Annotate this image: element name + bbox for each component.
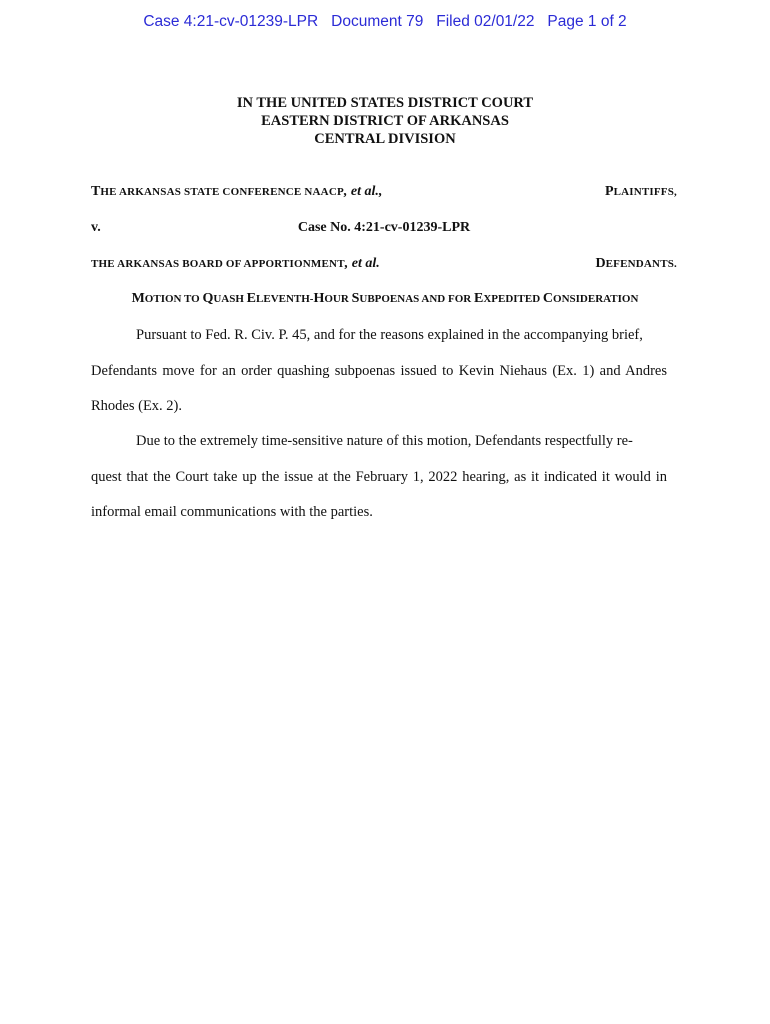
motion-title: MOTION TO QUASH ELEVENTH-HOUR SUBPOENAS AND FOR EXPEDITED CONSIDERATION [131, 291, 639, 306]
paragraph-1 [91, 318, 667, 425]
plaintiff-row [91, 184, 677, 204]
versus-label: v. [91, 220, 101, 235]
division-line: CENTRAL DIVISION [314, 131, 456, 147]
paragraph-line: quest that the Court take up the issue at the February 1, 2022 hearing, as it indicated it would in [91, 468, 667, 485]
court-heading [0, 94, 770, 148]
case-number: Case No. 4:21-cv-01239-LPR [297, 220, 471, 235]
paragraph-line: Pursuant to Fed. R. Civ. P. 45, and for the reasons explained in the accompanying brief, [136, 327, 643, 343]
paragraph-2 [91, 424, 667, 531]
court-name-line: IN THE UNITED STATES DISTRICT COURT [236, 95, 534, 111]
plaintiffs-label: PLAINTIFFS, [605, 184, 677, 199]
case-number-row [91, 220, 677, 240]
paragraph-line: Defendants move for an order quashing subpoenas issued to Kevin Niehaus (Ex. 1) and Andres [91, 362, 667, 379]
defendant-name: THE ARKANSAS BOARD OF APPORTIONMENT, et al. [91, 256, 380, 271]
district-line: EASTERN DISTRICT OF ARKANSAS [261, 113, 509, 129]
paragraph-line: Due to the extremely time-sensitive nature of this motion, Defendants respectfully re- [136, 433, 633, 449]
defendant-row [91, 256, 677, 276]
paragraph-line: Rhodes (Ex. 2). [91, 398, 183, 414]
paragraph-line: informal email communications with the parties. [91, 504, 373, 520]
plaintiff-name: THE ARKANSAS STATE CONFERENCE NAACP, et al., [91, 184, 383, 199]
filing-stamp: Case 4:21-cv-01239-LPR Document 79 Filed 02/01/22 Page 1 of 2 [143, 13, 627, 30]
defendants-label: DEFENDANTS. [595, 256, 677, 271]
